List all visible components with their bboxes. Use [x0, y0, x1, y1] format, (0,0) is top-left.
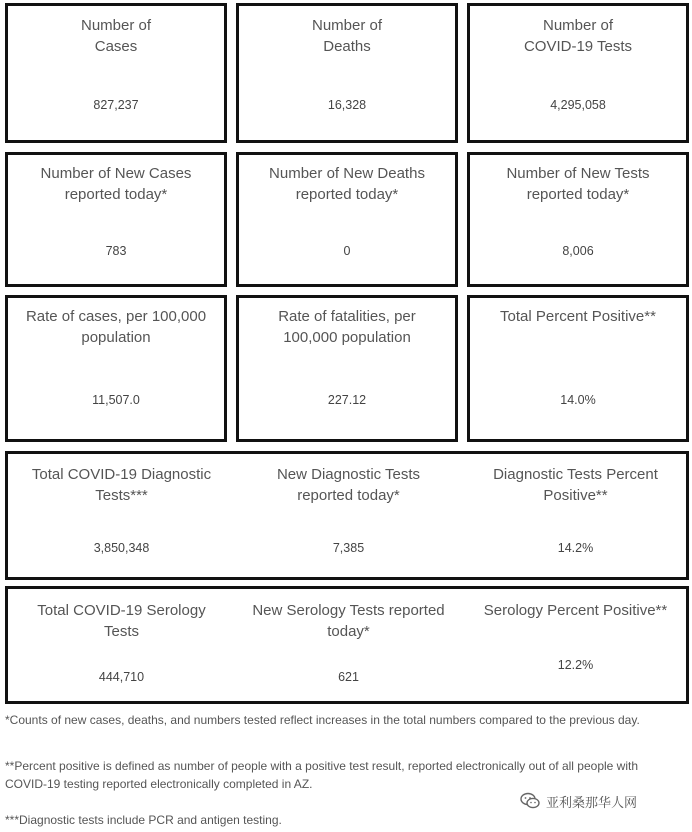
cases-value: 827,237 — [93, 98, 139, 112]
new-tests-card — [467, 152, 689, 287]
diagnostic-tests-panel — [5, 451, 689, 580]
tests-card — [467, 3, 689, 143]
diagnostic-percent-cell — [462, 454, 689, 577]
cases-label: Number of Cases — [80, 17, 152, 55]
footnote-percent-positive: **Percent positive is defined as number of people with a positive test result, reported electronically out of all people with COVID-19 testing reported electronically completed in AZ. — [5, 759, 639, 791]
diagnostic-total-value: 3,850,348 — [93, 541, 150, 555]
deaths-value: 16,328 — [327, 98, 367, 112]
watermark — [520, 791, 680, 811]
diagnostic-percent-label: Diagnostic Tests Percent Positive** — [493, 466, 658, 504]
serology-total-cell — [8, 589, 235, 701]
serology-new-value: 621 — [338, 670, 359, 684]
cases-card — [5, 3, 227, 143]
case-rate-value: 11,507.0 — [92, 393, 140, 407]
diagnostic-total-label: Total COVID-19 Diagnostic Tests*** — [31, 466, 212, 504]
deaths-label: Number of Deaths — [311, 17, 383, 55]
deaths-card — [236, 3, 458, 143]
new-tests-label: Number of New Tests reported today* — [506, 165, 650, 203]
case-rate-label: Rate of cases, per 100,000 population — [25, 308, 207, 346]
serology-new-label: New Serology Tests reported today* — [252, 602, 445, 640]
case-rate-card — [5, 295, 227, 442]
percent-positive-card — [467, 295, 689, 442]
new-deaths-card — [236, 152, 458, 287]
new-deaths-value: 0 — [343, 244, 351, 258]
fatality-rate-card — [236, 295, 458, 442]
diagnostic-new-value: 7,385 — [332, 541, 365, 555]
serology-new-cell — [235, 589, 462, 701]
new-deaths-label: Number of New Deaths reported today* — [269, 165, 425, 203]
diagnostic-total-cell — [8, 454, 235, 577]
new-cases-label: Number of New Cases reported today* — [40, 165, 192, 203]
fatality-rate-label: Rate of fatalities, per 100,000 population — [278, 308, 416, 346]
serology-tests-panel — [5, 586, 689, 704]
serology-percent-cell — [462, 589, 689, 701]
serology-percent-value: 12.2% — [557, 658, 594, 672]
diagnostic-new-cell — [235, 454, 462, 577]
watermark-text: 亚利桑那华人网 — [546, 794, 638, 810]
diagnostic-new-label: New Diagnostic Tests reported today* — [276, 466, 421, 504]
wechat-icon — [520, 792, 540, 810]
new-cases-card — [5, 152, 227, 287]
tests-label: Number of COVID-19 Tests — [523, 17, 633, 55]
serology-total-label: Total COVID-19 Serology Tests — [37, 602, 206, 640]
new-cases-value: 783 — [105, 244, 127, 258]
footnote-diagnostic-tests: ***Diagnostic tests include PCR and antigen testing. — [5, 813, 282, 827]
footnote-new-counts: *Counts of new cases, deaths, and numbers tested reflect increases in the total numbers compared to the previous day. — [5, 713, 640, 727]
percent-positive-value: 14.0% — [560, 393, 596, 407]
new-tests-value: 8,006 — [562, 244, 594, 258]
serology-percent-label: Serology Percent Positive** — [483, 602, 668, 619]
tests-value: 4,295,058 — [550, 98, 606, 112]
fatality-rate-value: 227.12 — [327, 393, 367, 407]
serology-total-value: 444,710 — [98, 670, 145, 684]
diagnostic-percent-value: 14.2% — [557, 541, 594, 555]
percent-positive-label: Total Percent Positive** — [500, 308, 656, 325]
